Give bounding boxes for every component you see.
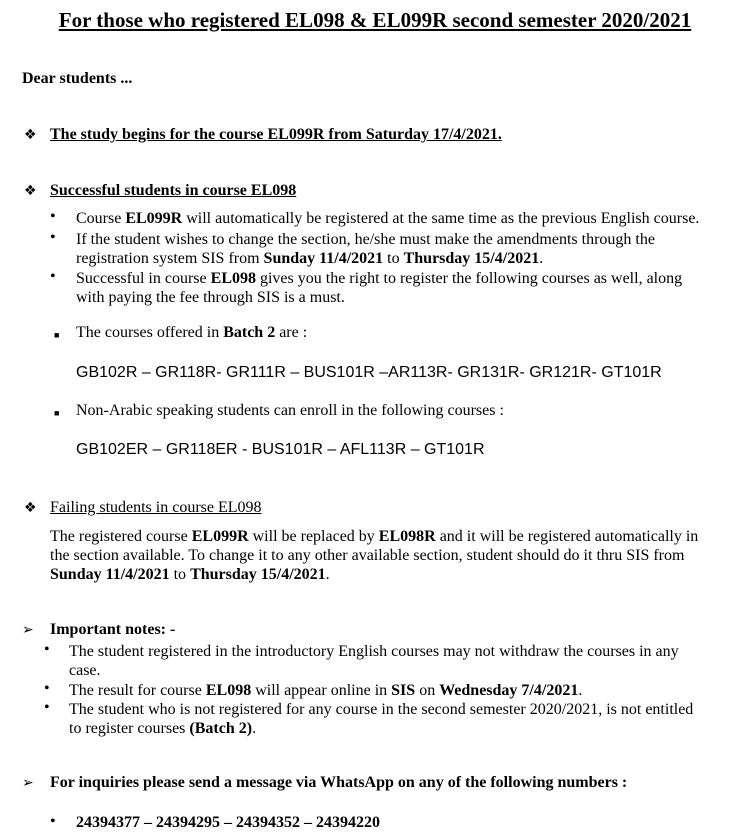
failing-paragraph: The registered course EL099R will be replaced by EL098R and it will be registered automatically in the section available. To change it to any other available section, student should do it thru SIS from Sunday 11/4/2021 to Thursday 15/4/2021. [50, 528, 699, 583]
round-bullet-icon: • [44, 641, 50, 658]
batch2-course-list: GB102R – GR118R- GR111R – BUS101R –AR113R- GR131R- GR121R- GT101R [76, 364, 662, 381]
diamond-bullet-icon: ❖ [24, 127, 37, 143]
successful-item-3: Successful in course EL098 gives you the right to register the following courses as well, along with paying the fee through SIS is a must. [76, 270, 683, 306]
note-item-3: The student who is not registered for any course in the second semester 2020/2021, is not entitled to register courses (Batch 2). [69, 701, 694, 737]
round-bullet-icon: • [44, 680, 50, 697]
greeting: Dear students ... [22, 70, 133, 87]
arrow-bullet-icon: ➢ [22, 622, 34, 638]
diamond-bullet-icon: ❖ [24, 183, 37, 199]
whatsapp-numbers: 24394377 – 24394295 – 24394352 – 24394220 [76, 814, 380, 831]
square-bullet-icon: ■ [54, 408, 60, 418]
inquiries-text: For inquiries please send a message via WhatsApp on any of the following numbers : [50, 774, 628, 791]
successful-item-1: Course EL099R will automatically be registered at the same time as the previous English course. [76, 210, 700, 227]
round-bullet-icon: • [50, 813, 56, 830]
round-bullet-icon: • [44, 699, 50, 716]
square-bullet-icon: ■ [54, 330, 60, 340]
round-bullet-icon: • [50, 229, 56, 246]
arrow-bullet-icon: ➢ [22, 775, 34, 791]
note-item-1: The student registered in the introductory English courses may not withdraw the courses in any case. [69, 643, 679, 679]
diamond-bullet-icon: ❖ [24, 500, 37, 516]
successful-heading: Successful students in course EL098 [50, 182, 297, 199]
round-bullet-icon: • [50, 208, 56, 225]
successful-item-2: If the student wishes to change the section, he/she must make the amendments through the registration system SIS from Sunday 11/4/2021 to Thursday 15/4/2021. [76, 231, 655, 267]
non-arabic-course-list: GB102ER – GR118ER - BUS101R – AFL113R – GT101R [76, 441, 485, 458]
note-item-2: The result for course EL098 will appear online in SIS on Wednesday 7/4/2021. [69, 682, 583, 699]
round-bullet-icon: • [50, 268, 56, 285]
failing-heading: Failing students in course EL098 [50, 499, 262, 516]
important-notes-heading: Important notes: - [50, 621, 176, 638]
page-title: For those who registered EL098 & EL099R second semester 2020/2021 [58, 8, 692, 32]
study-begins-note: The study begins for the course EL099R from Saturday 17/4/2021. [50, 126, 502, 143]
batch2-label: The courses offered in Batch 2 are : [76, 324, 308, 341]
non-arabic-label: Non-Arabic speaking students can enroll in the following courses : [76, 402, 504, 419]
